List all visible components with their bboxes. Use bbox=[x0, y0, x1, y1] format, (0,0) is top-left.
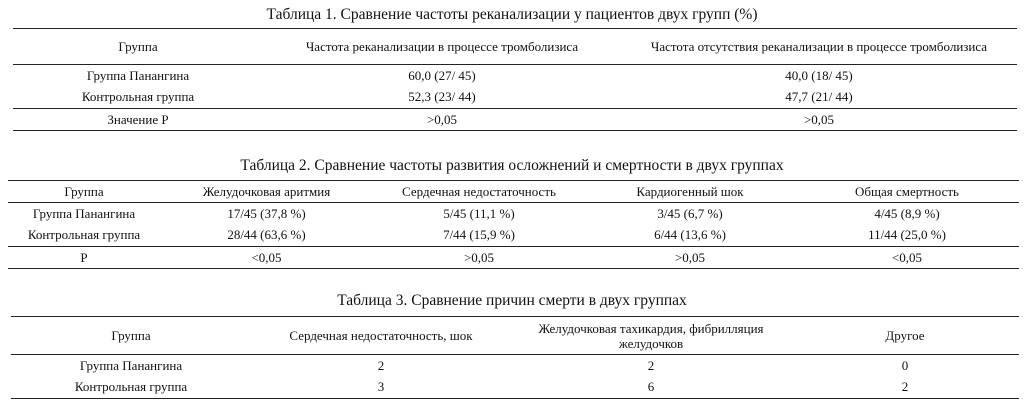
table1-row1-group: Группа Панангина bbox=[86, 67, 190, 83]
table2-p-row bbox=[8, 247, 1019, 269]
table1-row2-no-recanalization: 47,7 (21/ 44) bbox=[785, 89, 853, 105]
table3-row2-ventricular-tachycardia: 6 bbox=[511, 377, 791, 399]
table1-header-recanalization: Частота реканализации в процессе тромболизиса bbox=[263, 29, 621, 65]
table3 bbox=[11, 316, 1019, 399]
table2-row2-cardiogenic-shock: 6/44 (13,6 %) bbox=[654, 227, 726, 243]
table2-p-heart-failure: >0,05 bbox=[373, 247, 585, 269]
table-row bbox=[8, 203, 1019, 225]
table3-header-ventricular-tachycardia: Желудочковая тахикардия, фибрилляция желудочков bbox=[511, 317, 791, 355]
table2-row2-arrhythmia: 28/44 (63,6 %) bbox=[227, 227, 306, 243]
table-row bbox=[13, 65, 1017, 87]
table2-header-row bbox=[8, 181, 1019, 203]
table2-row2-group: Контрольная группа bbox=[27, 227, 141, 243]
table1-p-label: Значение Р bbox=[13, 109, 263, 131]
table1-row2-recanalization: 52,3 (23/ 44) bbox=[408, 89, 476, 105]
table2-row1-heart-failure: 5/45 (11,1 %) bbox=[443, 205, 515, 221]
table-row bbox=[8, 225, 1019, 247]
table3-header-heart-failure-shock: Сердечная недостаточность, шок bbox=[251, 317, 511, 355]
table3-row2-group: Контрольная группа bbox=[11, 377, 251, 399]
table3-row1-other: 0 bbox=[901, 357, 909, 373]
table2-header-arrhythmia: Желудочковая аритмия bbox=[160, 181, 373, 203]
table3-row1-group: Группа Панангина bbox=[79, 357, 183, 373]
table2-row2-heart-failure: 7/44 (15,9 %) bbox=[443, 227, 515, 243]
table3-header-other: Другое bbox=[791, 317, 1019, 355]
table-row bbox=[11, 377, 1019, 399]
table1 bbox=[13, 28, 1017, 131]
table1-header-no-recanalization: Частота отсутствия реканализации в процессе тромболизиса bbox=[621, 29, 1017, 65]
table1-p-row bbox=[13, 109, 1017, 131]
table-row bbox=[11, 355, 1019, 377]
table3-row1-heart-failure-shock: 2 bbox=[377, 357, 385, 373]
table2-p-arrhythmia: <0,05 bbox=[160, 247, 373, 269]
table2-row1-group: Группа Панангина bbox=[32, 205, 136, 221]
table1-title: Таблица 1. Сравнение частоты реканализации у пациентов двух групп (%) bbox=[266, 6, 758, 23]
table2-row1-mortality: 4/45 (8,9 %) bbox=[874, 205, 940, 221]
table1-p-no-recanalization: >0,05 bbox=[621, 109, 1017, 131]
table3-row2-other: 2 bbox=[791, 377, 1019, 399]
table1-row2-group: Контрольная группа bbox=[81, 89, 195, 105]
table2 bbox=[8, 180, 1019, 269]
table-row bbox=[13, 87, 1017, 109]
table1-row1-recanalization: 60,0 (27/ 45) bbox=[408, 67, 476, 83]
table3-header-row bbox=[11, 317, 1019, 355]
table2-header-heart-failure: Сердечная недостаточность bbox=[373, 181, 585, 203]
table3-header-group: Группа bbox=[11, 317, 251, 355]
table1-header-group: Группа bbox=[13, 29, 263, 65]
table2-header-mortality: Общая смертность bbox=[795, 181, 1019, 203]
table3-row2-heart-failure-shock: 3 bbox=[251, 377, 511, 399]
table1-p-recanalization: >0,05 bbox=[263, 109, 621, 131]
table2-header-group: Группа bbox=[8, 181, 160, 203]
table2-row1-arrhythmia: 17/45 (37,8 %) bbox=[227, 205, 306, 221]
table3-title: Таблица 3. Сравнение причин смерти в двух группах bbox=[337, 292, 687, 309]
table2-title: Таблица 2. Сравнение частоты развития осложнений и смертности в двух группах bbox=[240, 157, 784, 174]
table2-row2-mortality: 11/44 (25,0 %) bbox=[868, 227, 946, 243]
table1-header-row bbox=[13, 29, 1017, 65]
table1-row1-no-recanalization: 40,0 (18/ 45) bbox=[785, 67, 853, 83]
table2-header-cardiogenic-shock: Кардиогенный шок bbox=[585, 181, 795, 203]
table2-p-cardiogenic-shock: >0,05 bbox=[585, 247, 795, 269]
table2-p-label: Р bbox=[8, 247, 160, 269]
table2-p-mortality: <0,05 bbox=[795, 247, 1019, 269]
table3-row1-ventricular-tachycardia: 2 bbox=[647, 357, 655, 373]
table2-row1-cardiogenic-shock: 3/45 (6,7 %) bbox=[657, 205, 723, 221]
